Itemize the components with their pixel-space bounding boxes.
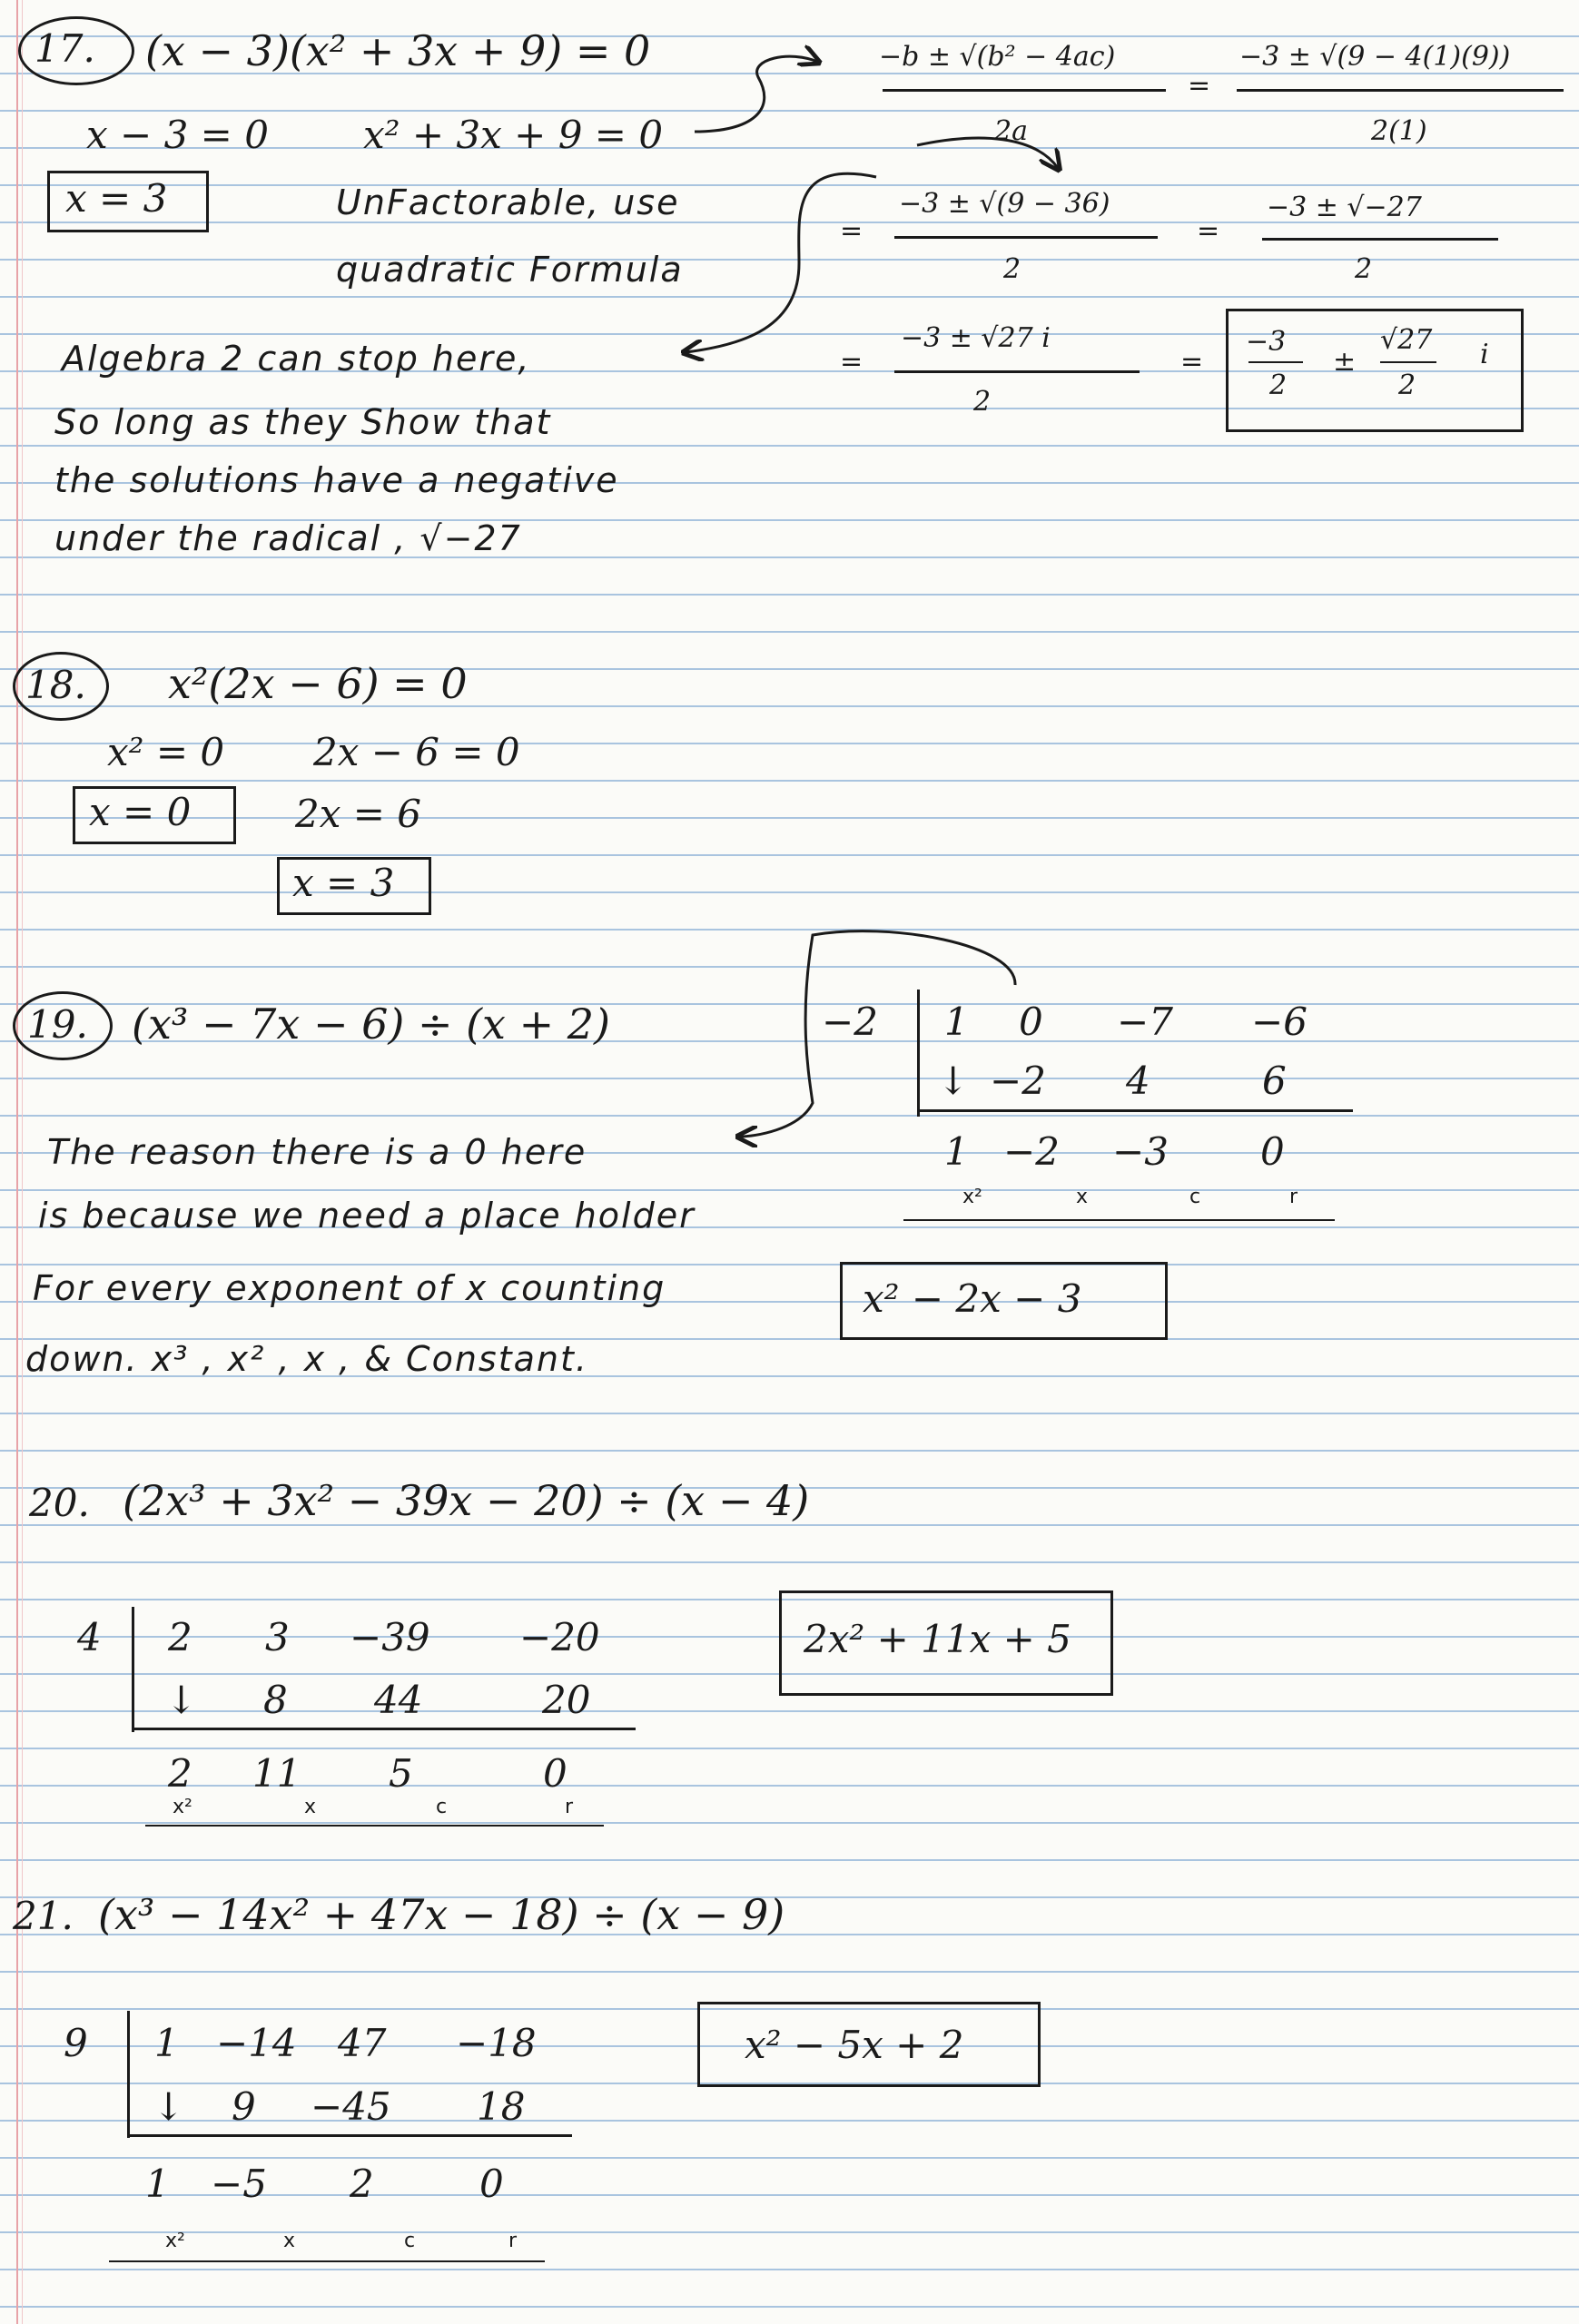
problem-17-number: 17.	[35, 26, 95, 71]
p21-row1-c3: 47	[338, 2021, 387, 2065]
problem-19-note-line-3: For every exponent of x counting	[33, 1268, 666, 1308]
p20-row1-c4: −20	[519, 1615, 600, 1659]
problem-19-answer: x² − 2x − 3	[863, 1276, 1082, 1321]
p21-label-x2: x²	[165, 2230, 185, 2252]
p19-row3-c2: −2	[1003, 1129, 1060, 1174]
p19-row3-c4: 0	[1260, 1129, 1285, 1174]
p19-label-x2: x²	[962, 1186, 982, 1208]
p19-row2-c2: −2	[990, 1059, 1046, 1103]
problem-20-answer: 2x² + 11x + 5	[804, 1617, 1071, 1661]
p21-label-x: x	[283, 2230, 296, 2252]
p20-row1-c1: 2	[168, 1615, 192, 1659]
p21-row3-c3: 2	[350, 2162, 374, 2206]
problem-18-factor-2: 2x − 6 = 0	[313, 730, 520, 774]
problem-21-number: 21.	[13, 1894, 74, 1938]
step-4-numerator: −3 ± √27 i	[901, 322, 1051, 354]
p21-row2-c1: ↓	[153, 2084, 185, 2129]
p21-row1-c2: −14	[216, 2021, 297, 2065]
equals-sign-1: =	[1188, 70, 1211, 102]
p21-row1-c4: −18	[456, 2021, 537, 2065]
problem-17-factor-1: x − 3 = 0	[86, 113, 269, 157]
p21-row2-c2: 9	[232, 2084, 256, 2129]
final-imag-part-denominator: 2	[1398, 369, 1416, 401]
p19-row1-c3: −7	[1117, 1000, 1173, 1044]
equals-sign-5: =	[1180, 346, 1204, 378]
p19-row2-c3: 4	[1126, 1059, 1150, 1103]
equals-sign-2: =	[840, 215, 864, 247]
substituted-denominator: 2(1)	[1371, 115, 1427, 147]
step-2-numerator: −3 ± √(9 − 36)	[899, 188, 1110, 220]
problem-17-note-line-1: UnFactorable, use	[336, 182, 680, 222]
problem-18-solution-1: x = 0	[89, 790, 192, 834]
equals-sign-3: =	[1197, 215, 1220, 247]
p19-row3-c1: 1	[944, 1129, 969, 1174]
p19-row2-c4: 6	[1262, 1059, 1287, 1103]
p19-label-r: r	[1289, 1186, 1298, 1208]
problem-19-note-line-2: is because we need a place holder	[38, 1196, 696, 1236]
problem-18-step: 2x = 6	[295, 792, 422, 836]
problem-19-note-line-1: The reason there is a 0 here	[47, 1132, 587, 1172]
problem-21-answer: x² − 5x + 2	[745, 2023, 964, 2067]
step-3-numerator: −3 ± √−27	[1267, 192, 1422, 223]
problem-18-solution-2: x = 3	[292, 861, 395, 905]
p19-row3-c3: −3	[1112, 1129, 1169, 1174]
p20-row1-c2: 3	[265, 1615, 290, 1659]
p21-row3-c2: −5	[211, 2162, 267, 2206]
p21-label-c: c	[404, 2230, 416, 2252]
p19-label-x: x	[1076, 1186, 1089, 1208]
problem-19-note-line-4: down. x³ , x² , x , & Constant.	[25, 1339, 588, 1379]
p19-row1-c1: 1	[944, 1000, 969, 1044]
problem-17-note-line-2: quadratic Formula	[336, 250, 684, 290]
p20-row3-c2: 11	[252, 1751, 301, 1796]
p19-label-c: c	[1189, 1186, 1201, 1208]
p19-row1-c4: −6	[1251, 1000, 1308, 1044]
final-imaginary-unit: i	[1480, 339, 1489, 370]
algebra-2-note-line-4: under the radical , √−27	[54, 518, 522, 558]
final-real-part-denominator: 2	[1269, 369, 1288, 401]
problem-18-equation: x²(2x − 6) = 0	[168, 659, 468, 708]
p21-row2-c3: −45	[311, 2084, 391, 2129]
problem-17-solution-1: x = 3	[65, 176, 168, 221]
p19-row2-c1: ↓	[937, 1059, 970, 1103]
substituted-numerator: −3 ± √(9 − 4(1)(9))	[1239, 41, 1511, 73]
p20-row2-c4: 20	[542, 1678, 591, 1722]
problem-21-divisor: 9	[64, 2021, 88, 2065]
p20-label-x2: x²	[173, 1796, 192, 1818]
p20-label-x: x	[304, 1796, 317, 1818]
p21-row2-c4: 18	[477, 2084, 526, 2129]
algebra-2-note-line-3: the solutions have a negative	[54, 460, 619, 500]
problem-18-factor-1: x² = 0	[107, 730, 225, 774]
problem-21-expression: (x³ − 14x² + 47x − 18) ÷ (x − 9)	[98, 1890, 785, 1939]
p20-row2-c1: ↓	[165, 1678, 198, 1722]
arrow-equation-to-formula	[695, 56, 817, 132]
problem-20-number: 20.	[29, 1481, 90, 1525]
p20-row3-c1: 2	[168, 1751, 192, 1796]
final-imag-part-numerator: √27	[1380, 324, 1433, 356]
arrow-step2-to-algebra-note	[686, 173, 876, 352]
p21-row3-c4: 0	[479, 2162, 504, 2206]
quadratic-formula-numerator: −b ± √(b² − 4ac)	[879, 41, 1116, 73]
problem-19-expression: (x³ − 7x − 6) ÷ (x + 2)	[132, 1000, 611, 1049]
problem-19-divisor: −2	[822, 1000, 878, 1044]
problem-19-number: 19.	[27, 1002, 88, 1047]
p21-row3-c1: 1	[145, 2162, 170, 2206]
p20-row1-c3: −39	[350, 1615, 430, 1659]
p20-row2-c2: 8	[263, 1678, 288, 1722]
problem-20-divisor: 4	[77, 1615, 102, 1659]
arrow-placeholder-to-note	[740, 931, 1015, 1137]
algebra-2-note-line-1: Algebra 2 can stop here,	[62, 339, 531, 379]
problem-17-factor-2: x² + 3x + 9 = 0	[363, 113, 664, 157]
p20-row3-c3: 5	[389, 1751, 413, 1796]
problem-20-expression: (2x³ + 3x² − 39x − 20) ÷ (x − 4)	[123, 1476, 810, 1525]
final-real-part-numerator: −3	[1246, 326, 1287, 358]
problem-18-number: 18.	[25, 663, 86, 707]
quadratic-formula-denominator: 2a	[994, 115, 1028, 147]
p20-label-r: r	[565, 1796, 574, 1818]
problem-17-equation: (x − 3)(x² + 3x + 9) = 0	[145, 26, 651, 75]
final-plus-minus: ±	[1333, 346, 1357, 378]
p19-row1-c2: 0	[1019, 1000, 1043, 1044]
arrow-formula-to-step2	[917, 138, 1058, 168]
p21-label-r: r	[508, 2230, 518, 2252]
p20-row2-c3: 44	[374, 1678, 423, 1722]
p21-row1-c1: 1	[154, 2021, 179, 2065]
equals-sign-4: =	[840, 346, 864, 378]
p20-label-c: c	[436, 1796, 448, 1818]
step-4-denominator: 2	[973, 386, 992, 418]
algebra-2-note-line-2: So long as they Show that	[54, 402, 552, 442]
step-3-denominator: 2	[1355, 253, 1373, 285]
p20-row3-c4: 0	[543, 1751, 567, 1796]
step-2-denominator: 2	[1003, 253, 1021, 285]
